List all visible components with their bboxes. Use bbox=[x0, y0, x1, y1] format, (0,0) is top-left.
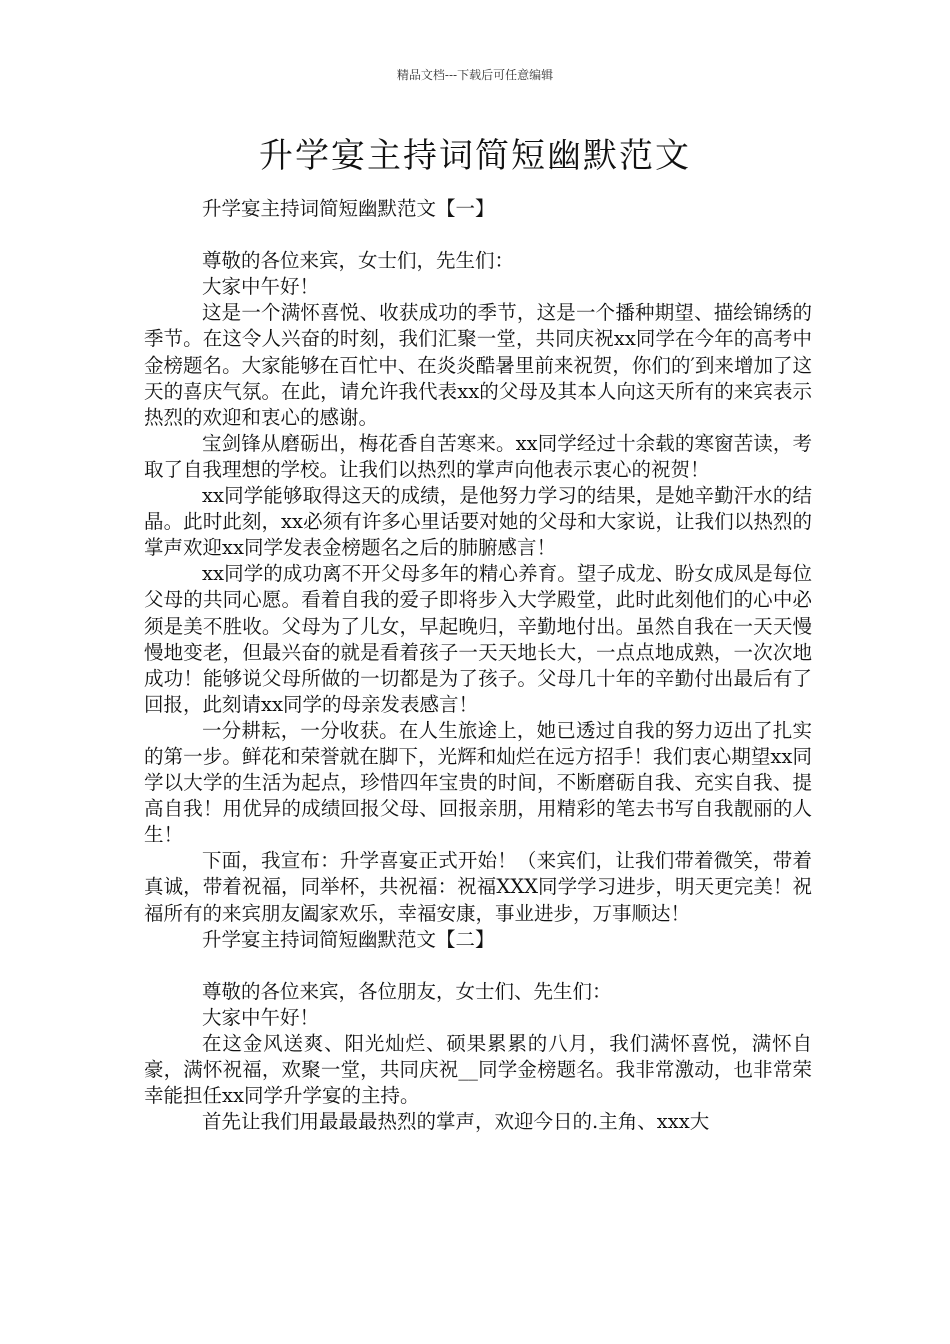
greeting-line: 大家中午好！ bbox=[202, 275, 320, 299]
section-heading-2: 升学宴主持词简短幽默范文【二】 bbox=[202, 927, 495, 951]
paragraph: xx同学的成功离不开父母多年的精心养育。望子成龙、盼女成凤是每位父母的共同心愿。看着自我的爱子即将步入大学殿堂，此时此刻他们的心中必须是美不胜收。父母为了儿女，早起晚归，辛勤地付出。虽然自我在一天天慢慢地变老，但最兴奋的就是看着孩子一天天地长大，一点点地成熟，一次次地成功！能够说父母所做的一切都是为了孩子。父母几十年的辛勤付出最后有了回报，此刻请xx同学的母亲发表感言！ bbox=[144, 562, 812, 716]
greeting-line: 大家中午好！ bbox=[202, 1005, 320, 1029]
document-body bbox=[144, 196, 812, 1135]
paragraph: 这是一个满怀喜悦、收获成功的季节，这是一个播种期望、描绘锦绣的季节。在这令人兴奋的时刻，我们汇聚一堂，共同庆祝xx同学在今年的高考中金榜题名。大家能够在百忙中、在炎炎酷暑里前来祝贺，你们的′到来增加了这天的喜庆气氛。在此，请允许我代表xx的父母及其本人向这天所有的来宾表示热烈的欢迎和衷心的感谢。 bbox=[144, 301, 812, 429]
paragraph: 首先让我们用最最最热烈的掌声，欢迎今日的.主角、xxx大 bbox=[202, 1110, 710, 1134]
paragraph: 一分耕耘，一分收获。在人生旅途上，她已透过自我的努力迈出了扎实的第一步。鲜花和荣誉就在脚下，光辉和灿烂在远方招手！我们衷心期望xx同学以大学的生活为起点，珍惜四年宝贵的时间，不断磨砺自我、充实自我、提高自我！用优异的成绩回报父母、回报亲朋，用精彩的笔去书写自我靓丽的人生！ bbox=[144, 718, 812, 847]
section-heading-1: 升学宴主持词简短幽默范文【一】 bbox=[202, 197, 495, 220]
header-note: 精品文档---下载后可任意编辑 bbox=[396, 68, 554, 82]
paragraph: 下面，我宣布：升学喜宴正式开始！（来宾们，让我们带着微笑，带着真诚，带着祝福，同举杯，共祝福：祝福XXX同学学习进步，明天更完美！祝福所有的来宾朋友阖家欢乐，幸福安康，事业进步，万事顺达！ bbox=[144, 849, 812, 925]
paragraph: 在这金风送爽、阳光灿烂、硕果累累的八月，我们满怀喜悦，满怀自豪，满怀祝福，欢聚一堂，共同庆祝__同学金榜题名。我非常激动，也非常荣幸能担任xx同学升学宴的主持。 bbox=[144, 1032, 812, 1108]
paragraph: 宝剑锋从磨砺出，梅花香自苦寒来。xx同学经过十余载的寒窗苦读，考取了自我理想的学校。让我们以热烈的掌声向他表示衷心的祝贺！ bbox=[144, 431, 812, 481]
greeting-line: 尊敬的各位来宾，各位朋友，女士们、先生们： bbox=[202, 979, 612, 1003]
paragraph: xx同学能够取得这天的成绩，是他努力学习的结果，是她辛勤汗水的结晶。此时此刻，xx必须有许多心里话要对她的父母和大家说，让我们以热烈的掌声欢迎xx同学发表金榜题名之后的肺腑感言！ bbox=[144, 484, 812, 560]
greeting-line: 尊敬的各位来宾，女士们，先生们： bbox=[202, 249, 515, 273]
document-title: 升学宴主持词简短幽默范文 bbox=[259, 136, 691, 176]
